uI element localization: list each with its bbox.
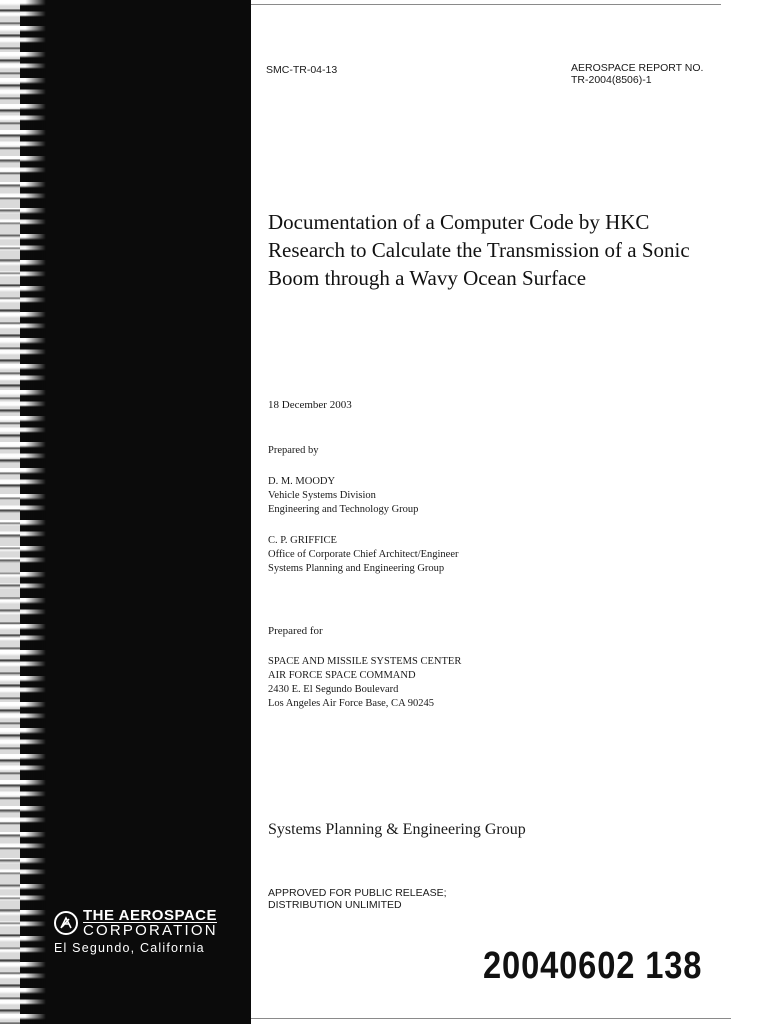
top-rule <box>251 4 721 5</box>
aerospace-report-label: AEROSPACE REPORT NO. <box>571 62 704 74</box>
sponsor-line: 2430 E. El Segundo Boulevard <box>268 684 399 695</box>
aerospace-logo-icon <box>54 911 78 935</box>
title-line: Boom through a Wavy Ocean Surface <box>268 266 587 290</box>
logo-location: El Segundo, California <box>54 941 205 955</box>
author-name: C. P. GRIFFICE <box>268 535 337 546</box>
release-line: APPROVED FOR PUBLIC RELEASE; <box>268 887 447 899</box>
author-name: D. M. MOODY <box>268 476 336 487</box>
logo-name-line: CORPORATION <box>83 922 218 939</box>
document-title <box>268 208 748 292</box>
title-line: Research to Calculate the Transmission of a Sonic <box>268 238 690 262</box>
bottom-rule <box>251 1018 731 1019</box>
group-name: Systems Planning & Engineering Group <box>268 821 526 838</box>
aerospace-report-number-block <box>571 62 703 86</box>
logo-name-line: THE AEROSPACE <box>83 907 218 924</box>
aerospace-logo <box>54 908 218 955</box>
author-affiliation: Engineering and Technology Group <box>268 504 419 515</box>
release-statement <box>268 887 447 911</box>
sponsor-line: SPACE AND MISSILE SYSTEMS CENTER <box>268 656 462 667</box>
author-affiliation: Systems Planning and Engineering Group <box>268 563 445 574</box>
aerospace-report-number: TR-2004(8506)-1 <box>571 74 652 86</box>
prepared-by-label: Prepared by <box>268 445 319 456</box>
prepared-for-label: Prepared for <box>268 625 323 637</box>
title-line: Documentation of a Computer Code by HKC <box>268 210 650 234</box>
logo-name <box>83 908 218 938</box>
release-line: DISTRIBUTION UNLIMITED <box>268 899 402 911</box>
author-block <box>268 475 418 517</box>
document-date: 18 December 2003 <box>268 399 352 411</box>
author-affiliation: Vehicle Systems Division <box>268 490 376 501</box>
document-number: 20040602 138 <box>483 945 703 987</box>
author-block <box>268 534 458 576</box>
author-affiliation: Office of Corporate Chief Architect/Engineer <box>268 549 459 560</box>
logo-row <box>54 908 218 938</box>
sponsor-address-block <box>268 655 461 711</box>
sponsor-line: Los Angeles Air Force Base, CA 90245 <box>268 698 434 709</box>
sponsor-line: AIR FORCE SPACE COMMAND <box>268 670 416 681</box>
report-id: SMC-TR-04-13 <box>266 64 338 76</box>
scanned-page-edge-highlight <box>0 0 20 1024</box>
